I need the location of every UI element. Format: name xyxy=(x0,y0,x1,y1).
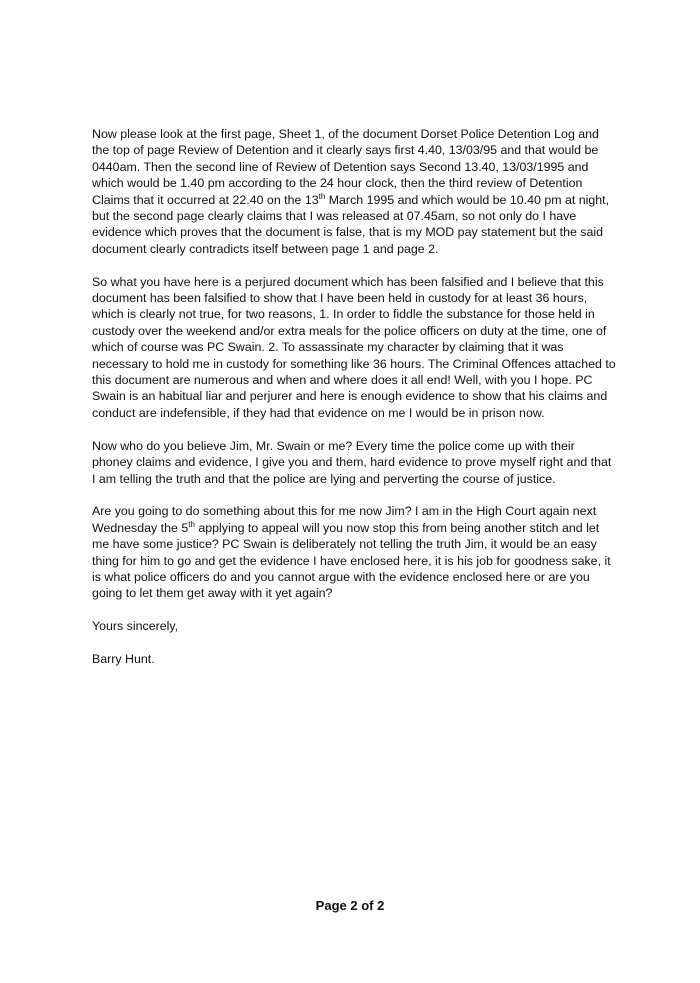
paragraph-text: March 1995 and which would be 10.40 pm at night, but the second page clearly claims that I was released at 07.45am, so not only do I have evidence which proves that the document is false, that is my MOD pay statement but the said document clearly contradicts itself between page 1 and page 2. xyxy=(92,192,610,256)
paragraph-text: applying to appeal will you now stop this from being another stitch and let me have some justice? PC Swain is deliberately not telling the truth Jim, it would be an easy thing for him to go and get the evidence I have enclosed here, it is his job for goodness sake, it is what police officers do and you cannot argue with the evidence enclosed here or are you going to let them get away with it yet again? xyxy=(92,520,611,601)
paragraph-text: So what you have here is a perjured document which has been falsified and I believe that this document has been falsified to show that I have been held in custody for at least 36 hours, which is clearly not true, for two reasons, 1. In order to fiddle the substance for those held in custody over the weekend and/or extra meals for the police officers on duty at the time, one of which of course was PC Swain. 2. To assassinate my character by claiming that it was necessary to hold me in custody for something like 36 hours. The Criminal Offences attached to this document are numerous and when and where does it all end! Well, with you I hope. PC Swain is an habitual liar and perjurer and here is enough evidence to show that his claims and conduct are indefensible, if they had that evidence on me I would be in prison now. xyxy=(92,274,616,420)
letter-closing: Yours sincerely, xyxy=(92,619,179,634)
letter-body xyxy=(92,126,617,684)
ordinal-suffix: th xyxy=(188,519,195,529)
paragraph-who-do-you-believe xyxy=(92,438,617,487)
page-number: Page 2 of 2 xyxy=(315,898,385,913)
paragraph-review-of-detention xyxy=(92,126,617,257)
paragraph-text: Now please look at the first page, Sheet 1, of the document Dorset Police Detention Log and the top of page Review of Detention and it clearly says first 4.40, 13/03/95 and that would be 0440am. Then the second line of Review of Detention says Second 13.40, 13/03/1995 and which would be 1.40 pm according to the 24 hour clock, then the third review of Detention Claims that it occurred at 22.40 on the 13 xyxy=(92,127,599,207)
ordinal-suffix: th xyxy=(318,191,326,201)
paragraph-text: Are you going to do something about this for me now Jim? I am in the High Court again next Wednesday the 5 xyxy=(92,504,597,535)
paragraph-text: Now who do you believe Jim, Mr. Swain or me? Every time the police come up with their phoney claims and evidence, I give you and them, hard evidence to prove myself right and that I am telling the truth and that the police are lying and perverting the course of justice. xyxy=(92,438,612,486)
paragraph-high-court xyxy=(92,503,617,601)
paragraph-perjured-document xyxy=(92,274,617,422)
letter-signature: Barry Hunt. xyxy=(92,651,155,666)
